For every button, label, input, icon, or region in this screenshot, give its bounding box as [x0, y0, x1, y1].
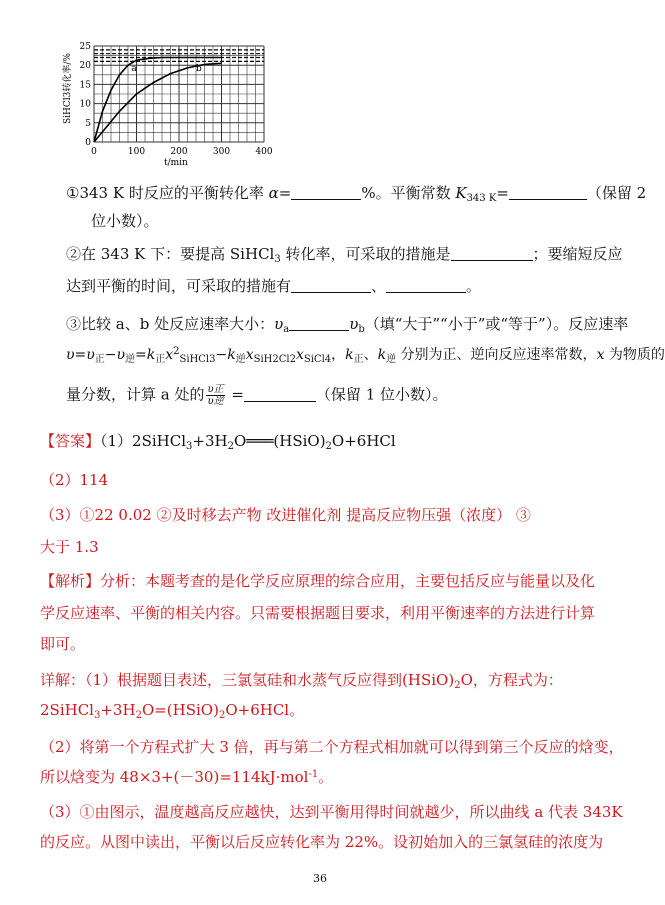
analysis-detail4: 所以焓变为 48×3+(－30)=114kJ·mol$^{-1}$。 [40, 768, 334, 786]
analysis-detail5: （3）①由图示，温度越高反应越快，达到平衡用得时间就越少，所以曲线 a 代表 343K [40, 803, 623, 821]
ylabel: SiHCl3转化率/% [63, 53, 73, 124]
blank-ratio[interactable] [244, 387, 316, 402]
x-tick-label: 300 [212, 147, 231, 157]
q1-line2: 位小数）。 [91, 212, 159, 230]
answer-line3: （3）①22 0.02 ②及时移去产物 改进催化剂 提高反应物压强（浓度） ③ [40, 506, 531, 524]
analysis-detail3: （2）将第一个方程式扩大 3 倍，再与第二个方程式相加就可以得到第三个反应的焓变， [40, 738, 624, 756]
y-tick-label: 15 [79, 80, 91, 91]
analysis-detail6: 的反应。从图中读出，平衡以后反应转化率为 22%。设初始加入的三氯氢硅的浓度为 [40, 833, 604, 851]
q3-line2: $\upsilon=\upsilon_正-\upsilon_逆=k_正x^2_{SiHCl3}-k_逆x_{SiH2Cl2}x_{SiCl4}$，$k_正$、$k_逆$ 分别为正、逆向反应速率常数，x 为物质的 [66, 346, 665, 365]
analysis-line2: 学反应速率、平衡的相关内容。只需要根据题目要求，利用平衡速率的方法进行计算 [40, 604, 596, 622]
q2-line2: 达到平衡的时间，可采取的措施有 、 。 [66, 277, 482, 295]
q1-line1: ①343 K 时反应的平衡转化率 α= %。平衡常数 $K_{343 K}=$ （保留 2 [66, 184, 647, 204]
page-number: 36 [313, 872, 327, 885]
x-tick-label: 200 [170, 147, 188, 157]
chart-curves [94, 58, 222, 143]
y-tick-label: 20 [79, 61, 91, 72]
blank-k[interactable] [509, 185, 587, 200]
chart-grid [94, 46, 264, 142]
x-tick-label: 100 [127, 147, 146, 157]
x-tick-label: 400 [255, 147, 273, 157]
analysis-detail1: 详解：（1）根据题目表述，三氯氢硅和水蒸气反应得到$(HSiO)_2O$，方程式为： [40, 671, 563, 691]
blank-measure[interactable] [451, 246, 533, 261]
analysis-detail2: $2SiHCl_3+3H_2O=(HSiO)_2O+6HCl$。 [40, 701, 305, 721]
answer-line1: 【答案】$(1)2SiHCl_3+3H_2O═══(HSiO)_2O+6HCl$ [40, 432, 396, 452]
analysis-line3: 即可。 [40, 635, 86, 653]
chart-ticks [80, 42, 273, 157]
blank-alpha[interactable] [291, 185, 361, 200]
y-tick-label: 5 [85, 118, 91, 129]
q3-line1: ③比较 a、b 处反应速率大小：$\upsilon_a$ $\upsilon_b$（填“大于”“小于”或“等于”）。反应速率 [66, 315, 629, 335]
q2-line1: ②在 343 K 下：要提高 SiHCl$_3$ 转化率，可采取的措施是 ；要缩短反应 [66, 245, 623, 265]
curve-a [94, 58, 222, 143]
y-tick-label: 0 [85, 138, 91, 148]
y-tick-label: 10 [79, 99, 91, 110]
answer-line2: （2）114 [40, 471, 109, 489]
q3-line3: 量分数，计算 a 处的 $\frac{\text{υ正}}{\text{υ逆}}$ = （保留 1 位小数）。 [66, 384, 448, 407]
x-tick-label: 0 [91, 147, 97, 157]
answer-line4: 大于 1.3 [40, 538, 99, 556]
curve-b [94, 63, 222, 142]
blank-shorten-1[interactable] [291, 278, 371, 293]
xlabel: t/min [164, 158, 188, 168]
y-tick-label: 25 [79, 42, 91, 52]
rate-fraction: $\frac{\text{υ正}}{\text{υ逆}}$ [207, 384, 224, 407]
curve-label-b: b [196, 63, 202, 74]
blank-shorten-2[interactable] [386, 278, 466, 293]
curve-label-a: a [131, 63, 137, 74]
conversion-chart [56, 38, 276, 168]
blank-compare[interactable] [289, 316, 349, 331]
analysis-line1: 【解析】分析：本题考查的是化学反应原理的综合应用，主要包括反应与能量以及化 [40, 572, 596, 590]
